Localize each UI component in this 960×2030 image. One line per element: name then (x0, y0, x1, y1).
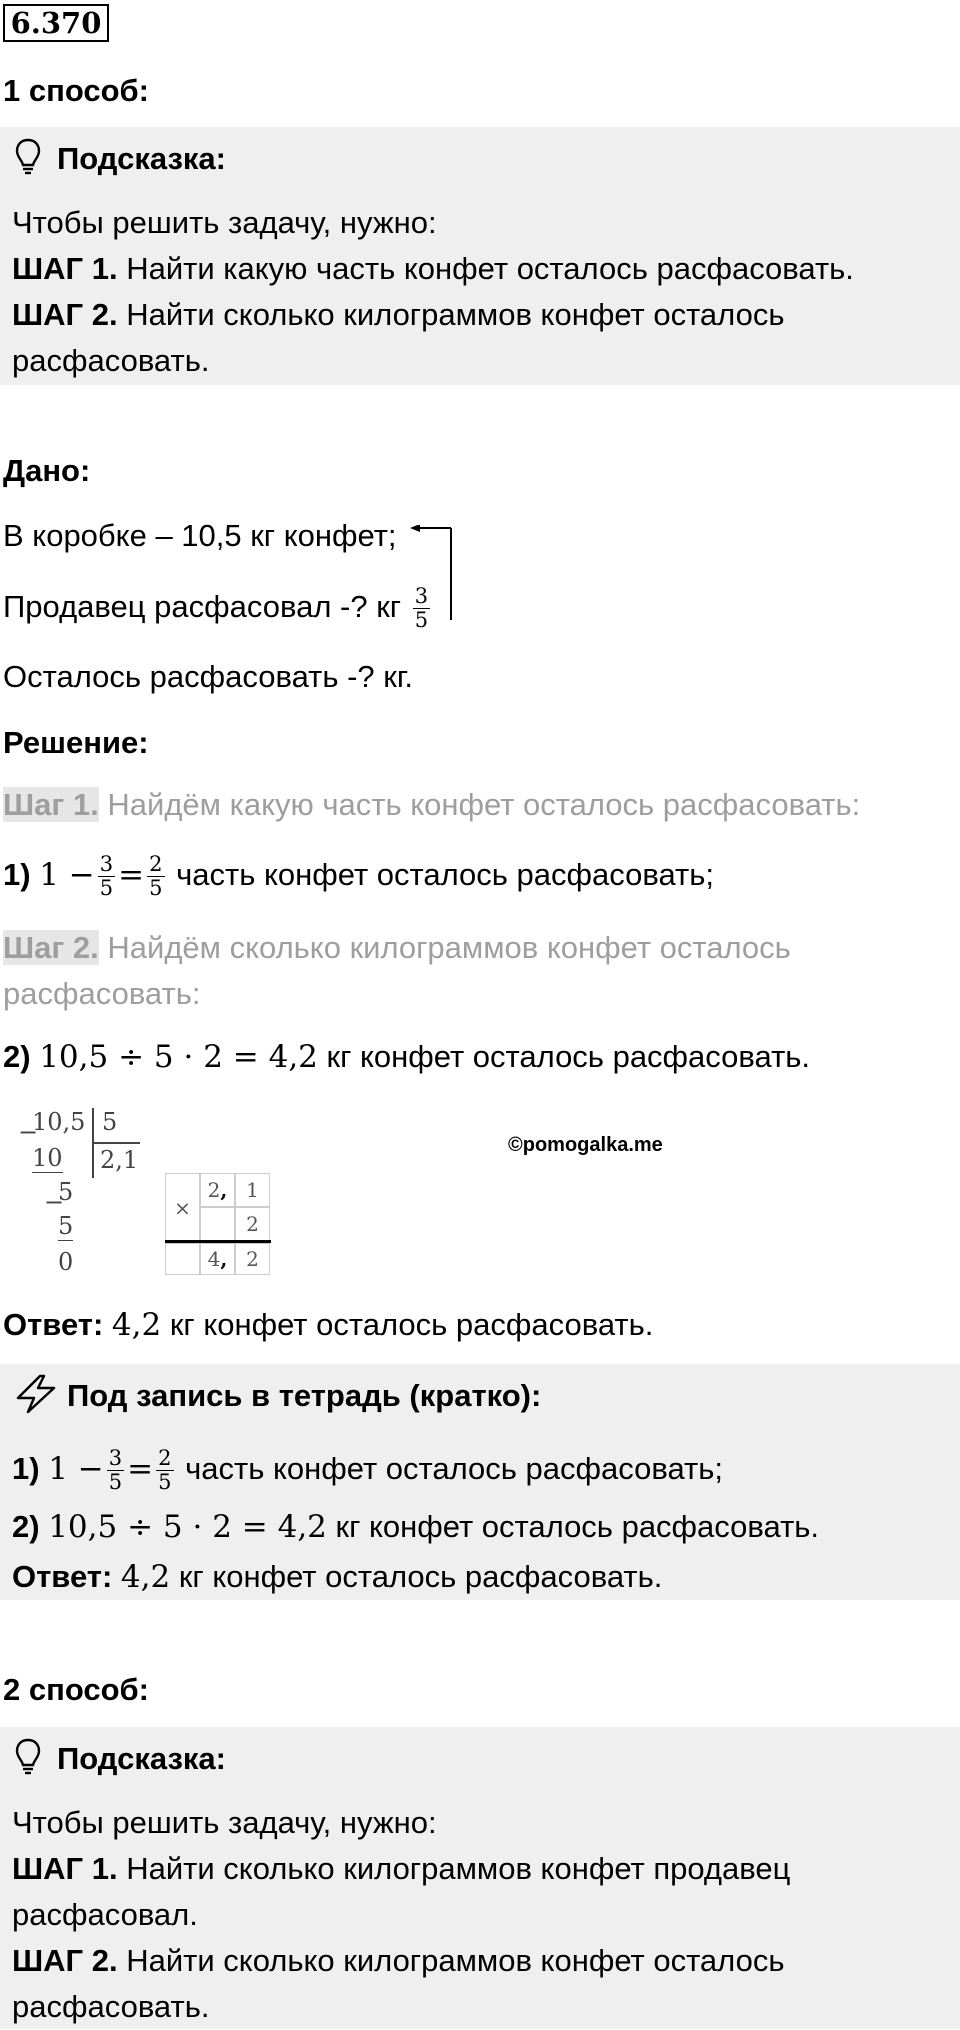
mult-r3-comma: , (220, 1247, 228, 1271)
division-sub-1: 10 (32, 1144, 63, 1172)
mult-r3c1 (165, 1243, 200, 1275)
division-minus-1: − (18, 1118, 39, 1146)
answer-label: Ответ: (3, 1307, 104, 1342)
eq2-number: 2) (3, 1039, 31, 1074)
hint-box-2 (0, 1727, 960, 2029)
nb-eq2-expression: 10,5 ÷ 5 · 2 = 4,2 (48, 1509, 327, 1545)
nb-eq1-left: 1 − (48, 1451, 104, 1487)
eq1-left: 1 − (39, 857, 95, 893)
eq1-text: часть конфет осталось расфасовать; (176, 857, 715, 892)
division-remainder-1: 5 (58, 1178, 74, 1206)
division-divisor: 5 (102, 1108, 118, 1136)
eq2-text: кг конфет осталось расфасовать. (317, 1039, 811, 1074)
hint2-step1 (12, 1846, 790, 1892)
nb-answer-text: кг конфет осталось расфасовать. (170, 1559, 663, 1594)
hint-step1-text: Найти какую часть конфет осталось расфасовать. (117, 251, 854, 286)
hint-step2-label: ШАГ 2. (12, 297, 118, 332)
hint-intro: Чтобы решить задачу, нужно: (12, 205, 437, 240)
long-division (14, 1108, 144, 1283)
answer-value: 4,2 (111, 1307, 162, 1343)
watermark: ©pomogalka.me (508, 1134, 663, 1156)
given-line3: Осталось расфасовать -? кг. (3, 659, 413, 694)
hint2-step1-cont: расфасовал. (12, 1897, 198, 1932)
hint-step2-text: Найти сколько килограммов конфет осталось (117, 297, 785, 332)
step1-label: Шаг 1. (3, 787, 99, 822)
eq1-frac1 (98, 853, 115, 900)
equation-2 (3, 1034, 810, 1080)
answer (3, 1302, 653, 1348)
hint2-step2 (12, 1938, 785, 1984)
given-frac-den: 5 (414, 608, 429, 633)
nb-eq2-number: 2) (12, 1509, 40, 1544)
mult-r1c3: 1 (235, 1173, 270, 1207)
nb-eq1-frac2-num: 2 (158, 1446, 172, 1471)
lightbulb-icon (14, 137, 42, 177)
division-hline (92, 1142, 140, 1144)
given-line2-text: Продавец расфасовал -? кг (3, 589, 402, 624)
hint-step1-label: ШАГ 1. (12, 251, 118, 286)
eq2-expression: 10,5 ÷ 5 · 2 = 4,2 (39, 1039, 318, 1075)
mult-sign: × (165, 1173, 200, 1241)
hint-title: Подсказка: (57, 141, 226, 176)
method1-heading: 1 способ: (3, 73, 149, 108)
nb-answer-label: Ответ: (12, 1559, 113, 1594)
hint2-step1-text: Найти сколько килограммов конфет продавец (117, 1851, 791, 1886)
notebook-eq1 (12, 1446, 723, 1494)
nb-eq1-equals: = (127, 1451, 154, 1487)
method2-heading: 2 способ: (3, 1672, 149, 1707)
task-number (3, 4, 109, 42)
lightning-icon (14, 1374, 58, 1414)
solution-step2-cont: расфасовать: (3, 976, 201, 1011)
mult-r3c3: 2 (235, 1243, 270, 1275)
bracket-arrow (408, 525, 458, 625)
hint2-step2-text: Найти сколько килограммов конфет осталось (117, 1943, 785, 1978)
given-frac-num: 3 (414, 584, 429, 609)
solution-step1 (3, 782, 860, 828)
hint-step2-cont: расфасовать. (12, 343, 210, 378)
hint-box-1 (0, 127, 960, 385)
solution-title: Решение: (3, 725, 149, 760)
nb-eq1-text: часть конфет осталось расфасовать; (185, 1451, 724, 1486)
step2-text: Найдём сколько килограммов конфет осталось (98, 930, 791, 965)
mult-r3c2 (200, 1243, 235, 1275)
step1-text: Найдём какую часть конфет осталось расфасовать: (98, 787, 861, 822)
hint-step2 (12, 292, 785, 338)
notebook-box (0, 1364, 960, 1600)
nb-eq1-frac1-num: 3 (108, 1446, 123, 1471)
task-number-text: 6.370 (10, 6, 102, 40)
step2-label: Шаг 2. (3, 930, 99, 965)
hint2-step2-label: ШАГ 2. (12, 1943, 118, 1978)
notebook-title: Под запись в тетрадь (кратко): (67, 1378, 542, 1413)
division-quotient: 2,1 (100, 1146, 139, 1174)
division-sub-2: 5 (58, 1212, 74, 1240)
hint2-title: Подсказка: (57, 1741, 226, 1776)
solution-step2 (3, 925, 791, 971)
given-title: Дано: (3, 453, 91, 488)
notebook-answer (12, 1554, 662, 1600)
eq1-frac1-den: 5 (99, 876, 114, 901)
mult-r1c2-digit: 2 (207, 1178, 221, 1202)
hint2-intro: Чтобы решить задачу, нужно: (12, 1805, 437, 1840)
nb-eq1-frac2-den: 5 (158, 1470, 172, 1495)
hint-step1 (12, 246, 854, 292)
mult-r1-comma: , (220, 1178, 228, 1202)
answer-text: кг конфет осталось расфасовать. (161, 1307, 654, 1342)
equation-1 (3, 852, 714, 900)
hint2-step2-cont: расфасовать. (12, 1989, 210, 2024)
mult-r1c2 (200, 1173, 235, 1207)
nb-eq1-frac1 (107, 1447, 124, 1494)
division-minus-2: − (44, 1188, 65, 1216)
eq1-frac2 (147, 853, 164, 900)
eq1-frac2-den: 5 (149, 876, 163, 901)
given-line1: В коробке – 10,5 кг конфет; (3, 518, 397, 553)
notebook-eq2 (12, 1504, 819, 1550)
nb-eq1-frac2 (156, 1447, 173, 1494)
nb-eq1-frac1-den: 5 (108, 1470, 123, 1495)
nb-eq1-number: 1) (12, 1451, 40, 1486)
mult-r2c3: 2 (235, 1207, 270, 1241)
multiplication-grid (165, 1173, 271, 1275)
eq1-frac1-num: 3 (99, 852, 114, 877)
given-line2 (3, 584, 433, 632)
nb-answer-value: 4,2 (120, 1559, 171, 1595)
mult-r2c2 (200, 1207, 235, 1241)
division-dividend: 10,5 (32, 1108, 86, 1136)
hint2-step1-label: ШАГ 1. (12, 1851, 118, 1886)
eq1-frac2-num: 2 (149, 852, 163, 877)
eq1-equals: = (118, 857, 145, 893)
nb-eq2-text: кг конфет осталось расфасовать. (326, 1509, 820, 1544)
lightbulb-icon (14, 1737, 42, 1777)
eq1-number: 1) (3, 857, 31, 892)
division-remainder-2: 0 (58, 1248, 74, 1276)
mult-r3c2-digit: 4 (207, 1247, 221, 1271)
